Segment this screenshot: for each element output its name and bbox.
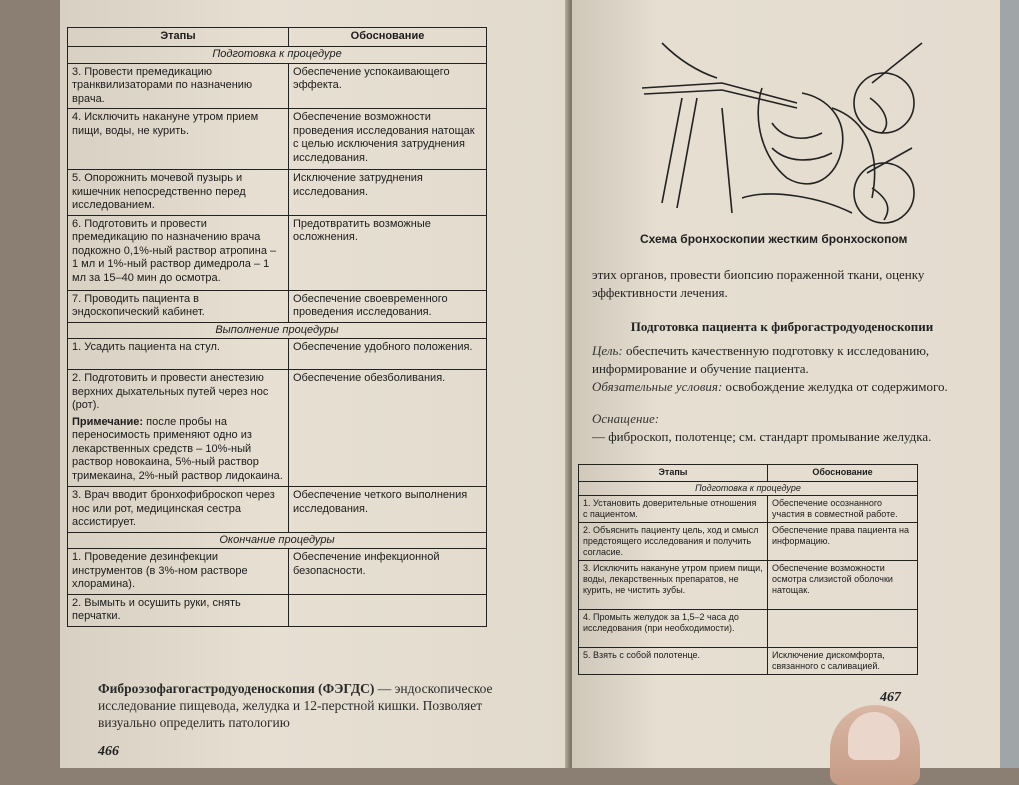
page-number-right: 467: [880, 690, 901, 705]
table-header-row: [68, 28, 487, 47]
background-edge: [1000, 0, 1019, 768]
equipment-text: — фиброскоп, полотенце; см. стандарт промывание желудка.: [592, 429, 932, 444]
table-row: 3. Исключить накануне утром прием пищи, воды, лекарственных препаратов, не курить, не чистить зубы. Обеспечение возможности осмотра слизистой оболочки натощак.: [579, 561, 918, 610]
header-stages: Этапы: [579, 465, 768, 482]
goal-label: Цель:: [592, 343, 623, 358]
table-row: 1. Проведение дезинфекции инструментов (в 3%-ном растворе хлорамина). Обеспечение инфекционной безопасности.: [68, 549, 487, 595]
equipment-label: Оснащение:: [592, 411, 660, 426]
procedure-table-left: [67, 27, 487, 627]
continuation-text: этих органов, провести биопсию пораженной ткани, оценку эффективности лечения.: [592, 267, 925, 300]
head-diagram-top: [854, 73, 914, 133]
table-row: 3. Провести премедикацию транквилизаторами по назначению врача. Обеспечение успокаивающего эффекта.: [68, 63, 487, 109]
table-row: 1. Установить доверительные отношения с пациентом. Обеспечение осознанного участия в совместной работе.: [579, 496, 918, 523]
section-title: Выполнение процедуры: [68, 322, 487, 339]
fegds-paragraph: Фиброэзофагогастродуоденоскопия (ФЭГДС) — эндоскопическое исследование пищевода, желудка и 12-перстной кишки. Позволяет визуально определить патологию: [98, 681, 493, 730]
note-label: Примечание:: [72, 415, 144, 428]
table-row: 6. Подготовить и провести премедикацию по назначению врача подкожно 0,1%-ный раствор атропина – 1 мл и 1%-ный раствор димедрола – 1 мл за 15–40 мин до осмотра. Предотвратить возможные осложнения.: [68, 215, 487, 290]
bronchoscopy-illustration: [622, 28, 932, 228]
table-row: 3. Врач вводит бронхофиброскоп через нос или рот, медицинская сестра ассистирует. Обеспечение четкого выполнения исследования.: [68, 487, 487, 533]
table-row: 5. Опорожнить мочевой пузырь и кишечник непосредственно перед исследованием. Исключение затруднения исследования.: [68, 170, 487, 216]
section-title: Подготовка к процедуре: [68, 47, 487, 64]
table-row: 2. Подготовить и провести анестезию верхних дыхательных путей через нос (рот). Примечание: после пробы на переносимость применяют одно из лекарственных средств – 10%-ный раствор новокаина, 5%-ный раствор тримекаина, 2%-ный раствор лидокаина. Обеспечение обезболивания.: [68, 370, 487, 487]
header-rationale: Обоснование: [768, 465, 918, 482]
table-row: 4. Промыть желудок за 1,5–2 часа до исследования (при необходимости).: [579, 610, 918, 648]
section-title: Окончание процедуры: [68, 532, 487, 549]
page-number-left: 466: [98, 744, 119, 759]
table-row: 2. Объяснить пациенту цель, ход и смысл предстоящего исследования и получить согласие. Обеспечение права пациента на информацию.: [579, 523, 918, 561]
section-title: Подготовка к процедуре: [579, 482, 918, 496]
conditions-label: Обязательные условия:: [592, 379, 723, 394]
table-row: 7. Проводить пациента в эндоскопический кабинет. Обеспечение своевременного проведения исследования.: [68, 290, 487, 322]
figure-caption: Схема бронхоскопии жестким бронхоскопом: [640, 232, 908, 246]
procedure-table-right: [578, 464, 918, 675]
table-row: 4. Исключить накануне утром прием пищи, воды, не курить. Обеспечение возможности проведения исследования натощак с целью исключения затруднения исследования.: [68, 109, 487, 170]
conditions-text: Обязательные условия: освобождение желудка от содержимого.: [592, 379, 948, 394]
head-diagram-bottom: [854, 163, 914, 223]
fegds-term: Фиброэзофагогастродуоденоскопия (ФЭГДС): [98, 681, 375, 696]
note-text: после пробы на переносимость применяют одно из лекарственных средств – 10%-ный раствор новокаина, 5%-ный раствор тримекаина, 2%-ный раствор лидокаина.: [72, 415, 283, 482]
table-row: 1. Усадить пациента на стул. Обеспечение удобного положения.: [68, 339, 487, 370]
table-row: 5. Взять с собой полотенце. Исключение дискомфорта, связанного с саливацией.: [579, 648, 918, 675]
table-row: 2. Вымыть и осушить руки, снять перчатки.: [68, 594, 487, 626]
header-rationale: Обоснование: [289, 28, 487, 47]
thumbnail: [848, 712, 900, 760]
table-header-row: [579, 465, 918, 482]
section-heading: Подготовка пациента к фиброгастродуоденоскопии: [630, 319, 934, 334]
header-stages: Этапы: [68, 28, 289, 47]
goal-text: Цель: обеспечить качественную подготовку к исследованию, информирование и обучение пациента.: [592, 343, 930, 376]
